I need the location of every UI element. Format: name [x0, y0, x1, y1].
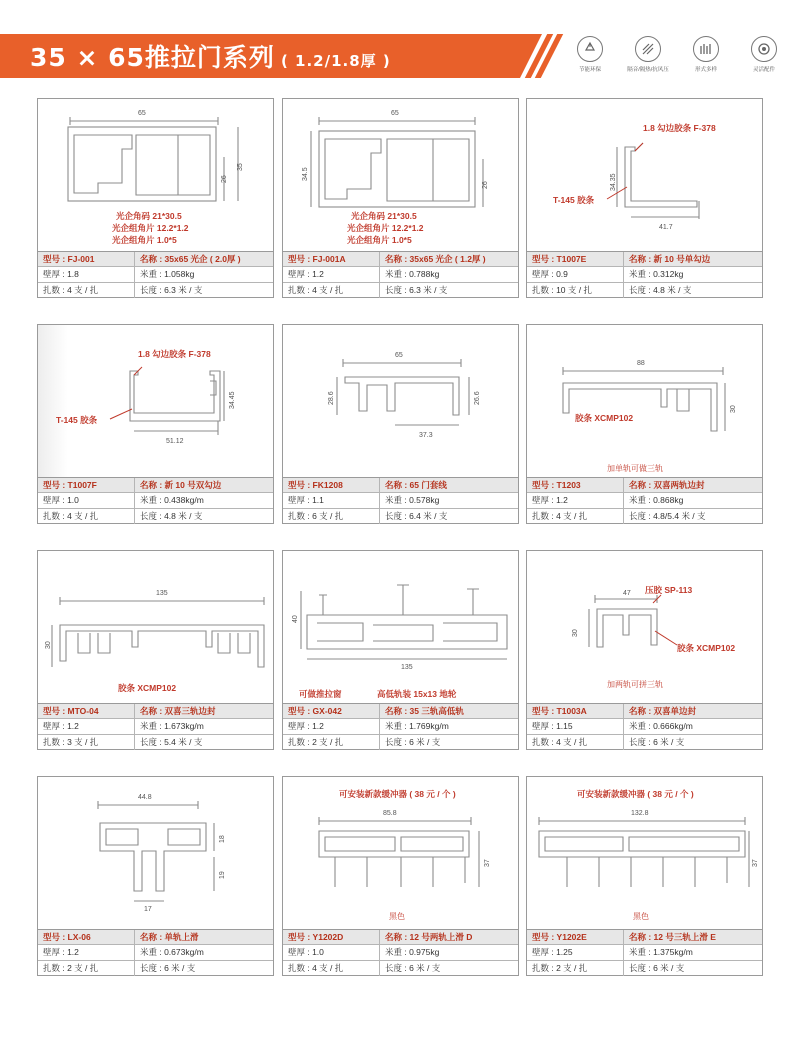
dimension-label: 132.8 [631, 810, 649, 817]
meter-weight: 米重 : 0.578kg [385, 495, 440, 506]
bundle-count: 扎数 : 6 支 / 扎 [283, 509, 380, 524]
wall-thickness: 壁厚 : 1.0 [283, 945, 380, 959]
profile-note: 加单轨可做三轨 [607, 464, 663, 473]
product-card [526, 324, 763, 524]
bundle-count: 扎数 : 4 支 / 扎 [283, 961, 380, 976]
profile-note: 黑色 [633, 912, 649, 921]
profile-drawing [283, 777, 518, 929]
dimension-label: 88 [637, 360, 645, 367]
dimension-label: 26 [221, 175, 228, 183]
profile-note: T-145 胶条 [553, 195, 595, 205]
dimension-label: 34.5 [302, 167, 309, 181]
model-number: 型号 : T1003A [527, 704, 624, 718]
title-text: 35 × 65推拉门系列 [30, 43, 275, 72]
profile-length: 长度 : 4.8 米 / 支 [140, 510, 203, 521]
spec-table [38, 251, 273, 297]
page-header [0, 0, 800, 88]
dimension-label: 30 [730, 405, 737, 413]
feature-item [684, 36, 728, 73]
profile-note: 胶条 XCMP102 [118, 683, 177, 693]
profile-note: 光企角码 21*30.5 [116, 211, 182, 221]
profile-note: 可安装新款缓冲器 ( 38 元 / 个 ) [339, 789, 456, 799]
product-card [282, 324, 519, 524]
product-name: 名称 : 65 门套线 [385, 480, 447, 490]
product-name: 名称 : 单轨上滑 [140, 932, 199, 942]
model-number: 型号 : T1203 [527, 478, 624, 492]
spec-table [283, 929, 518, 975]
product-card [526, 776, 763, 976]
profile-note: 高低轨装 15x13 地轮 [377, 689, 457, 699]
product-card [37, 776, 274, 976]
product-card [526, 98, 763, 298]
spec-table [527, 703, 762, 749]
profile-drawing [527, 777, 762, 929]
accessory-icon [751, 36, 777, 62]
spec-table [527, 929, 762, 975]
profile-note: 光企组角片 1.0*5 [112, 235, 177, 245]
dimension-label: 65 [395, 352, 403, 359]
dimension-label: 28.6 [328, 391, 335, 405]
profile-length: 长度 : 6 米 / 支 [629, 962, 685, 973]
feature-label: 节能环保 [578, 67, 601, 73]
wall-thickness: 壁厚 : 1.2 [38, 719, 135, 733]
wall-thickness: 壁厚 : 1.8 [38, 267, 135, 281]
insulation-icon [635, 36, 661, 62]
profile-note: 光企组角片 1.0*5 [347, 235, 412, 245]
model-number: 型号 : FK1208 [283, 478, 380, 492]
model-number: 型号 : GX-042 [283, 704, 380, 718]
product-name: 名称 : 12 号三轨上滑 E [629, 932, 716, 942]
spec-table [283, 477, 518, 523]
dimension-label: 18 [219, 835, 226, 843]
profile-note: 压胶 SP-113 [645, 585, 693, 595]
dimension-label: 135 [401, 664, 413, 671]
dimension-label: 40 [292, 615, 299, 623]
dimension-label: 30 [572, 629, 579, 637]
bundle-count: 扎数 : 4 支 / 扎 [38, 283, 135, 298]
spec-table [527, 477, 762, 523]
meter-weight: 米重 : 0.666kg/m [629, 721, 693, 732]
wall-thickness: 壁厚 : 0.9 [527, 267, 624, 281]
wall-thickness: 壁厚 : 1.0 [38, 493, 135, 507]
product-card [282, 776, 519, 976]
dimension-label: 37 [752, 859, 759, 867]
profile-length: 长度 : 6.3 米 / 支 [385, 284, 448, 295]
product-name: 名称 : 双喜两轨边封 [629, 480, 705, 490]
profile-note: 加两轨可拼三轨 [607, 680, 663, 689]
profile-length: 长度 : 5.4 米 / 支 [140, 736, 203, 747]
variety-icon [693, 36, 719, 62]
meter-weight: 米重 : 1.375kg/m [629, 947, 693, 958]
dimension-label: 17 [144, 906, 152, 913]
spec-table [283, 251, 518, 297]
product-card [37, 324, 274, 524]
product-card [282, 550, 519, 750]
profile-note: 1.8 勾边胶条 F-378 [138, 349, 211, 359]
bundle-count: 扎数 : 4 支 / 扎 [283, 283, 380, 298]
dimension-label: 37 [484, 859, 491, 867]
product-name: 名称 : 双喜单边封 [629, 706, 697, 716]
profile-note: 1.8 勾边胶条 F-378 [643, 123, 716, 133]
profile-note: T-145 胶条 [56, 415, 98, 425]
bundle-count: 扎数 : 3 支 / 扎 [38, 735, 135, 750]
dimension-label: 26 [482, 181, 489, 189]
feature-label: 隔音/隔热/抗风压 [627, 67, 669, 73]
profile-drawing [38, 551, 273, 703]
dimension-label: 65 [138, 110, 146, 117]
feature-item [742, 36, 786, 73]
meter-weight: 米重 : 1.673kg/m [140, 721, 204, 732]
profile-drawing [283, 99, 518, 251]
model-number: 型号 : FJ-001A [283, 252, 380, 266]
bundle-count: 扎数 : 4 支 / 扎 [527, 735, 624, 750]
feature-item [568, 36, 612, 73]
profile-length: 长度 : 6 米 / 支 [140, 962, 196, 973]
meter-weight: 米重 : 0.975kg [385, 947, 440, 958]
bundle-count: 扎数 : 2 支 / 扎 [283, 735, 380, 750]
dimension-label: 44.8 [138, 794, 152, 801]
product-card [526, 550, 763, 750]
bundle-count: 扎数 : 2 支 / 扎 [527, 961, 624, 976]
title-subtitle: ( 1.2/1.8厚 ) [280, 52, 391, 70]
profile-note: 黑色 [389, 912, 405, 921]
profile-note: 光企组角片 12.2*1.2 [112, 223, 189, 233]
profile-drawing [283, 551, 518, 703]
feature-item [626, 36, 670, 73]
dimension-label: 30 [45, 641, 52, 649]
profile-note: 可安装新款缓冲器 ( 38 元 / 个 ) [577, 789, 694, 799]
product-name: 名称 : 12 号两轨上滑 D [385, 932, 473, 942]
dimension-label: 85.8 [383, 810, 397, 817]
profile-length: 长度 : 6 米 / 支 [629, 736, 685, 747]
model-number: 型号 : T1007E [527, 252, 624, 266]
wall-thickness: 壁厚 : 1.1 [283, 493, 380, 507]
spec-table [283, 703, 518, 749]
model-number: 型号 : Y1202E [527, 930, 624, 944]
meter-weight: 米重 : 0.673kg/m [140, 947, 204, 958]
dimension-label: 135 [156, 590, 168, 597]
model-number: 型号 : FJ-001 [38, 252, 135, 266]
profile-drawing [38, 777, 273, 929]
dimension-label: 41.7 [659, 224, 673, 231]
spec-table [38, 703, 273, 749]
wall-thickness: 壁厚 : 1.2 [527, 493, 624, 507]
dimension-label: 34.45 [229, 391, 236, 409]
product-name: 名称 : 新 10 号双勾边 [140, 480, 222, 490]
bundle-count: 扎数 : 4 支 / 扎 [527, 509, 624, 524]
product-name: 名称 : 新 10 号单勾边 [629, 254, 711, 264]
wall-thickness: 壁厚 : 1.2 [38, 945, 135, 959]
feature-label: 形式多样 [694, 67, 717, 73]
product-name: 名称 : 35x65 光企 ( 1.2厚 ) [385, 254, 486, 264]
profile-length: 长度 : 6 米 / 支 [385, 736, 441, 747]
profile-note: 光企组角片 12.2*1.2 [347, 223, 424, 233]
bundle-count: 扎数 : 4 支 / 扎 [38, 509, 135, 524]
profile-note: 胶条 XCMP102 [575, 413, 634, 423]
profile-note: 光企角码 21*30.5 [351, 211, 417, 221]
meter-weight: 米重 : 0.438kg/m [140, 495, 204, 506]
profile-length: 长度 : 6.3 米 / 支 [140, 284, 203, 295]
wall-thickness: 壁厚 : 1.2 [283, 267, 380, 281]
dimension-label: 34.35 [610, 173, 617, 191]
profile-note: 胶条 XCMP102 [677, 643, 736, 653]
meter-weight: 米重 : 1.769kg/m [385, 721, 449, 732]
dimension-label: 51.12 [166, 438, 184, 445]
profile-drawing [527, 325, 762, 477]
feature-label: 灵活配件 [752, 67, 775, 73]
profile-drawing [527, 99, 762, 251]
profile-drawing [38, 99, 273, 251]
profile-length: 长度 : 4.8/5.4 米 / 支 [629, 510, 706, 521]
meter-weight: 米重 : 0.788kg [385, 269, 440, 280]
spec-table [38, 477, 273, 523]
product-card [37, 98, 274, 298]
recycle-icon [577, 36, 603, 62]
product-card [282, 98, 519, 298]
profile-length: 长度 : 6 米 / 支 [385, 962, 441, 973]
profile-drawing [527, 551, 762, 703]
product-name: 名称 : 双喜三轨边封 [140, 706, 216, 716]
meter-weight: 米重 : 0.312kg [629, 269, 684, 280]
dimension-label: 26.6 [474, 391, 481, 405]
dimension-label: 19 [219, 871, 226, 879]
wall-thickness: 壁厚 : 1.2 [283, 719, 380, 733]
spec-table [527, 251, 762, 297]
profile-drawing [38, 325, 273, 477]
meter-weight: 米重 : 1.058kg [140, 269, 195, 280]
feature-icons [568, 36, 788, 80]
model-number: 型号 : Y1202D [283, 930, 380, 944]
profile-length: 长度 : 4.8 米 / 支 [629, 284, 692, 295]
page-title [30, 38, 391, 74]
spec-table [38, 929, 273, 975]
dimension-label: 47 [623, 590, 631, 597]
product-card [37, 550, 274, 750]
bundle-count: 扎数 : 2 支 / 扎 [38, 961, 135, 976]
meter-weight: 米重 : 0.868kg [629, 495, 684, 506]
wall-thickness: 壁厚 : 1.25 [527, 945, 624, 959]
profile-note: 可做推拉窗 [299, 689, 342, 699]
wall-thickness: 壁厚 : 1.15 [527, 719, 624, 733]
product-name: 名称 : 35 三轨高低轨 [385, 706, 464, 716]
model-number: 型号 : MTO-04 [38, 704, 135, 718]
model-number: 型号 : T1007F [38, 478, 135, 492]
product-name: 名称 : 35x65 光企 ( 2.0厚 ) [140, 254, 241, 264]
profile-length: 长度 : 6.4 米 / 支 [385, 510, 448, 521]
bundle-count: 扎数 : 10 支 / 扎 [527, 283, 624, 298]
dimension-label: 37.3 [419, 432, 433, 439]
model-number: 型号 : LX-06 [38, 930, 135, 944]
dimension-label: 65 [391, 110, 399, 117]
dimension-label: 35 [237, 163, 244, 171]
profile-drawing [283, 325, 518, 477]
